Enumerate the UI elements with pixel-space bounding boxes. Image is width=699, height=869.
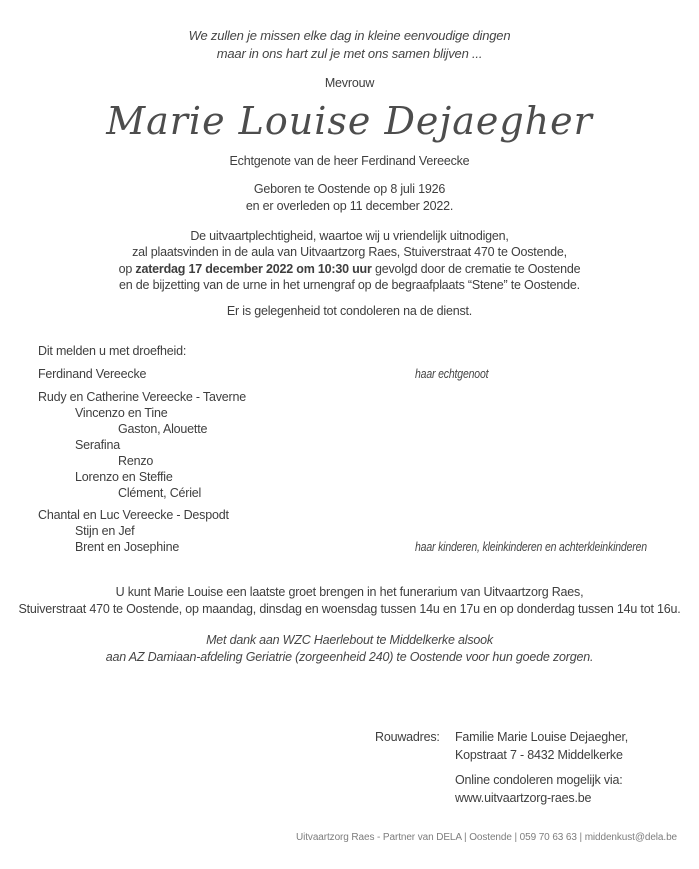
ceremony-line3-suffix: gevolgd door de crematie te Oostende xyxy=(371,261,581,276)
family-intro: Dit melden u met droefheid: xyxy=(38,344,187,359)
funeral-home-footer: Uitvaartzorg Raes - Partner van DELA | Oostende | 059 70 63 63 | middenkust@dela.be xyxy=(296,832,677,843)
relation-label: haar echtgenoot xyxy=(415,367,489,382)
birth-line: Geboren te Oostende op 8 juli 1926 xyxy=(253,182,446,196)
family-member-name: Gaston, Alouette xyxy=(118,422,208,437)
family-member-name: Serafina xyxy=(75,438,120,453)
memorial-quote-line2: maar in ons hart zul je met ons samen blijven ... xyxy=(216,46,483,61)
family-member xyxy=(38,405,665,421)
family-member-name: Vincenzo en Tine xyxy=(75,406,168,421)
life-dates xyxy=(0,181,699,214)
family-member-name: Ferdinand Vereecke xyxy=(38,367,147,382)
family-member xyxy=(38,389,665,405)
ceremony-line4: en de bijzetting van de urne in het urnengraf op de begraafplaats “Stene” te Oostende. xyxy=(119,277,580,292)
gratitude-line2: aan AZ Damiaan-afdeling Geriatrie (zorgeenheid 240) te Oostende voor hun goede zorgen. xyxy=(105,649,594,664)
website-url: www.uitvaartzorg-raes.be xyxy=(455,791,592,806)
mourning-address-lines xyxy=(455,728,628,807)
family-member-name: Stijn en Jef xyxy=(75,524,135,539)
family-member-name: Clément, Cériel xyxy=(118,486,202,501)
spouse-line: Echtgenote van de heer Ferdinand Vereecke xyxy=(229,154,470,168)
family-member-name: Lorenzo en Steffie xyxy=(75,470,173,485)
family-member xyxy=(38,453,665,469)
ceremony-line3-prefix: op xyxy=(118,261,136,276)
visitation-line2: Stuiverstraat 470 te Oostende, op maandag, dinsdag en woensdag tussen 14u en 17u en op donderdag tussen 14u tot 16u. xyxy=(18,601,681,616)
mourning-address-line2: Kopstraat 7 - 8432 Middelkerke xyxy=(455,748,623,763)
gratitude-line1: Met dank aan WZC Haerlebout te Middelkerke alsook xyxy=(206,633,493,648)
family-member xyxy=(38,366,665,382)
visitation-paragraph xyxy=(0,584,699,617)
ceremony-line3 xyxy=(0,261,699,277)
relation-label: haar kinderen, kleinkinderen en achterkleinkinderen xyxy=(415,540,647,555)
family-member xyxy=(38,469,665,485)
ceremony-line1: De uitvaartplechtigheid, waartoe wij u vriendelijk uitnodigen, xyxy=(190,229,509,243)
ceremony-paragraph xyxy=(0,228,699,293)
visitation-line1: U kunt Marie Louise een laatste groet brengen in het funerarium van Uitvaartzorg Raes, xyxy=(115,585,584,600)
family-member xyxy=(38,437,665,453)
family-member xyxy=(38,539,665,555)
condolence-note: Er is gelegenheid tot condoleren na de dienst. xyxy=(226,304,473,319)
family-member-name: Chantal en Luc Vereecke - Despodt xyxy=(38,508,229,523)
mourning-address-label: Rouwadres: xyxy=(375,730,440,745)
online-condolence-note: Online condoleren mogelijk via: xyxy=(455,773,623,788)
ceremony-line2: zal plaatsvinden in de aula van Uitvaartzorg Raes, Stuiverstraat 470 te Oostende, xyxy=(132,245,567,260)
deceased-name: Marie Louise Dejaegher xyxy=(106,99,593,143)
ceremony-date-time: zaterdag 17 december 2022 om 10:30 uur xyxy=(135,261,372,276)
family-member xyxy=(38,523,665,539)
family-member-name: Rudy en Catherine Vereecke - Taverne xyxy=(38,390,246,405)
memorial-quote-line1: We zullen je missen elke dag in kleine eenvoudige dingen xyxy=(188,28,511,43)
family-member-name: Brent en Josephine xyxy=(75,540,180,555)
memorial-quote xyxy=(0,0,699,63)
death-line: en er overleden op 11 december 2022. xyxy=(245,198,454,213)
family-section xyxy=(0,343,699,555)
mourning-address-block xyxy=(375,728,699,807)
family-member xyxy=(38,507,665,523)
mourning-address-line1: Familie Marie Louise Dejaegher, xyxy=(455,730,629,745)
family-member-name: Renzo xyxy=(118,454,154,469)
salutation: Mevrouw xyxy=(324,76,375,90)
gratitude-paragraph xyxy=(0,632,699,665)
family-member xyxy=(38,485,665,501)
family-member xyxy=(38,421,665,437)
